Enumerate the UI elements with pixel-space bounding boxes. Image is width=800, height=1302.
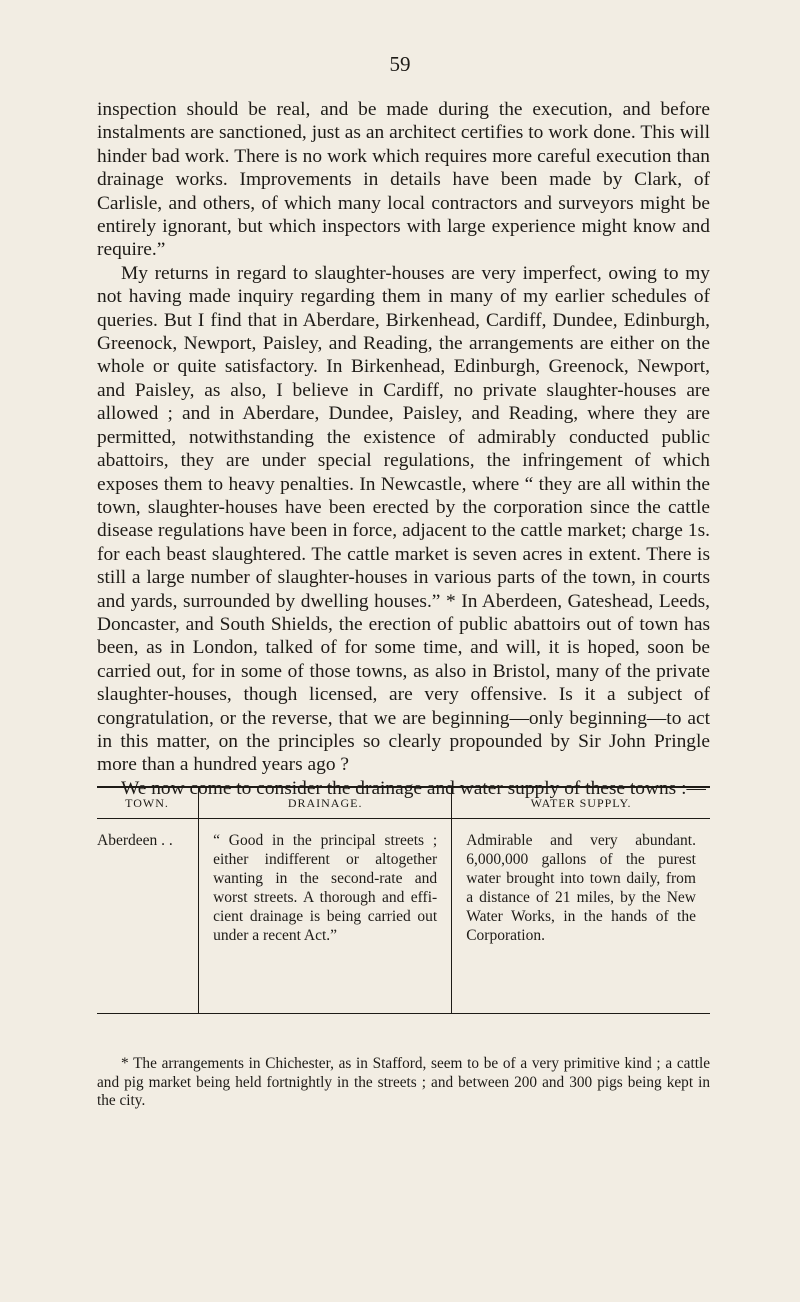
cell-water-supply: Admirable and very abundant. 6,000,000 gallons of the purest water brought into town daily, from a distance of 21 miles, by the New Water Works, in the hands of the Corporation. bbox=[452, 819, 710, 1014]
drainage-water-table bbox=[97, 786, 710, 1014]
body-text bbox=[97, 98, 710, 800]
paragraph: We now come to consider the drainage and water supply of these towns :— bbox=[121, 777, 706, 799]
header-water-supply: WATER SUPPLY. bbox=[452, 787, 710, 819]
cell-drainage: “ Good in the principal streets ; either indifferent or altogether wanting in the second-rate and worst streets. A thorough and efficient drainage is being carried out under a recent Act.” bbox=[199, 819, 452, 1014]
cell-town: Aberdeen . . bbox=[97, 819, 199, 1014]
table-header-row bbox=[97, 787, 710, 819]
page-number: 59 bbox=[389, 52, 411, 76]
header-drainage: DRAINAGE. bbox=[199, 787, 452, 819]
paragraph: My returns in regard to slaughter-houses are very imperfect, owing to my not having made inquiry regarding them in many of my earlier schedules of queries. But I find that in Aberdare, Birkenhead, Cardiff, Dundee, Edinburgh, Greenock, Newport, Paisley, and Reading, the arrangements are either on the whole or quite satisfactory. In Birkenhead, Edinburgh, Greenock, Newport, and Paisley, as also, I believe in Cardiff, no private slaughter-houses are allowed ; and in Aberdare, Dundee, Paisley, and Reading, where they are permitted, notwithstanding the existence of admirably conducted public abattoirs, they are under special regulations, the infringement of which exposes them to heavy penalties. In Newcastle, where “ they are all within the town, slaughter-houses have been erected by the corporation since the cattle disease regulations have been in force, adjacent to the cattle market; charge 1s. for each beast slaughtered. The cattle market is seven acres in extent. There is still a large number of slaughter-houses in various parts of the town, in courts and yards, surrounded by dwelling houses.” * In Aberdeen, Gateshead, Leeds, Doncaster, and South Shields, the erection of public abattoirs out of town has been, as in London, talked of for some time, and will, it is hoped, soon be carried out, for in some of those towns, as also in Bristol, many of the private slaughter-houses, though licensed, are very offensive. Is it a subject of congratulation, or the reverse, that we are beginning—only beginning—to act in this matter, on the principles so clearly propounded by Sir John Pringle more than a hundred years ago ? bbox=[97, 262, 710, 776]
header-town: TOWN. bbox=[97, 787, 199, 819]
paragraph: inspection should be real, and be made during the execution, and before instalments are sanctioned, just as an architect certifies to work done. This will hinder bad work. There is no work which requires more careful execution than drainage works. Improvements in details have been made by Clark, of Carlisle, and others, of which many local contractors and surveyors might be entirely ignorant, but which inspectors with large experience might know and require.” bbox=[97, 99, 710, 261]
table-row bbox=[97, 819, 710, 1014]
footnote: * The arrangements in Chichester, as in Stafford, seem to be of a very primitive kind ; a cattle and pig market being held fortnightly in the streets ; and between 200 and 300 pigs being kept in the city. bbox=[97, 1055, 710, 1109]
